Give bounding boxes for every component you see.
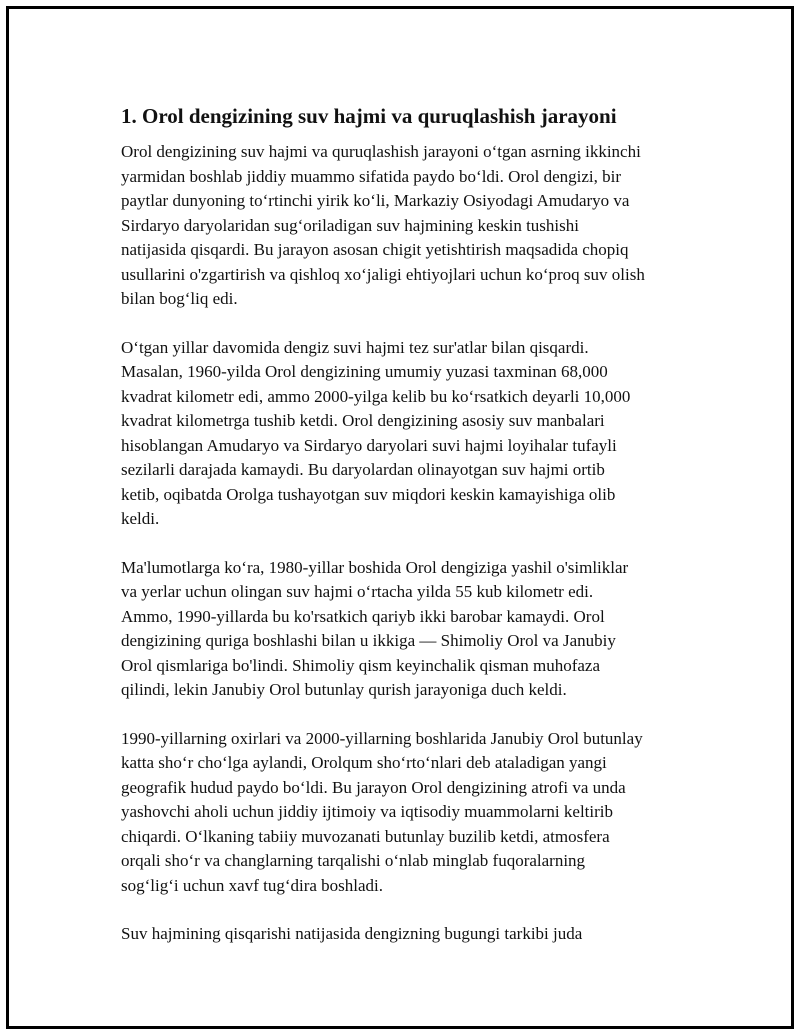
text-line: keldi.	[121, 509, 160, 528]
text-line: Orol dengizining suv hajmi va quruqlashish jarayoni o‘tgan asrning ikkinchi	[121, 142, 641, 161]
text-line: ketib, oqibatda Orolga tushayotgan suv miqdori keskin kamayishiga olib	[121, 484, 616, 504]
text-line: kvadrat kilometr edi, ammo 2000-yilga kelib bu ko‘rsatkich deyarli 10,000	[121, 386, 631, 406]
page-frame	[6, 6, 794, 1029]
paragraph-1	[121, 140, 701, 312]
section-heading: 1. Orol dengizining suv hajmi va quruqlashish jarayoni	[121, 104, 617, 128]
text-line: katta sho‘r cho‘lga aylandi, Orolqum sho‘rto‘nlari deb ataladigan yangi	[121, 753, 607, 772]
document-body	[121, 101, 701, 971]
text-line: Orol qismlariga bo'lindi. Shimoliy qism keyinchalik qisman muhofaza	[121, 655, 600, 675]
text-line: Sirdaryo daryolaridan sug‘oriladigan suv hajmining keskin tushishi	[121, 215, 579, 235]
text-line: O‘tgan yillar davomida dengiz suvi hajmi tez sur'atlar bilan qisqardi.	[121, 337, 589, 357]
text-line: Ma'lumotlarga ko‘ra, 1980-yillar boshida Orol dengiziga yashil o'simliklar	[121, 557, 629, 577]
text-line: sog‘lig‘i uchun xavf tug‘dira boshladi.	[121, 875, 384, 895]
text-line: kvadrat kilometrga tushib ketdi. Orol dengizining asosiy suv manbalari	[121, 411, 605, 430]
text-line: qilindi, lekin Janubiy Orol butunlay qurish jarayoniga duch keldi.	[121, 680, 567, 699]
text-line: yashovchi aholi uchun jiddiy ijtimoiy va iqtisodiy muammolarni keltirib	[121, 802, 613, 821]
text-line: dengizining quriga boshlashi bilan u ikkiga — Shimoliy Orol va Janubiy	[121, 631, 616, 650]
text-line: Masalan, 1960-yilda Orol dengizining umumiy yuzasi taxminan 68,000	[121, 362, 608, 381]
text-line: bilan bog‘liq edi.	[121, 289, 238, 308]
paragraph-4	[121, 727, 701, 899]
text-line: 1990-yillarning oxirlari va 2000-yillarning boshlarida Janubiy Orol butunlay	[121, 728, 643, 748]
paragraph-5	[121, 922, 701, 947]
text-line: Ammo, 1990-yillarda bu ko'rsatkich qariyb ikki barobar kamaydi. Orol	[121, 606, 605, 626]
text-line: va yerlar uchun olingan suv hajmi o‘rtacha yilda 55 kub kilometr edi.	[121, 582, 594, 601]
text-line: Suv hajmining qisqarishi natijasida dengizning bugungi tarkibi juda	[121, 924, 583, 943]
text-line: paytlar dunyoning to‘rtinchi yirik ko‘li, Markaziy Osiyodagi Amudaryo va	[121, 191, 630, 210]
paragraph-3	[121, 556, 701, 703]
text-line: geografik hudud paydo bo‘ldi. Bu jarayon Orol dengizining atrofi va unda	[121, 777, 626, 797]
text-line: hisoblangan Amudaryo va Sirdaryo daryolari suvi hajmi loyihalar tufayli	[121, 435, 617, 455]
text-line: usullarini o'zgartirish va qishloq xo‘jaligi ehtiyojlari uchun ko‘proq suv olish	[121, 264, 645, 284]
text-line: sezilarli darajada kamaydi. Bu daryolardan olinayotgan suv hajmi ortib	[121, 460, 605, 479]
text-line: chiqardi. O‘lkaning tabiiy muvozanati butunlay buzilib ketdi, atmosfera	[121, 826, 610, 846]
text-line: orqali sho‘r va changlarning tarqalishi o‘nlab minglab fuqoralarning	[121, 851, 586, 870]
text-line: yarmidan boshlab jiddiy muammo sifatida paydo bo‘ldi. Orol dengizi, bir	[121, 166, 621, 186]
text-line: natijasida qisqardi. Bu jarayon asosan chigit yetishtirish maqsadida chopiq	[121, 240, 629, 259]
paragraph-2	[121, 336, 701, 532]
